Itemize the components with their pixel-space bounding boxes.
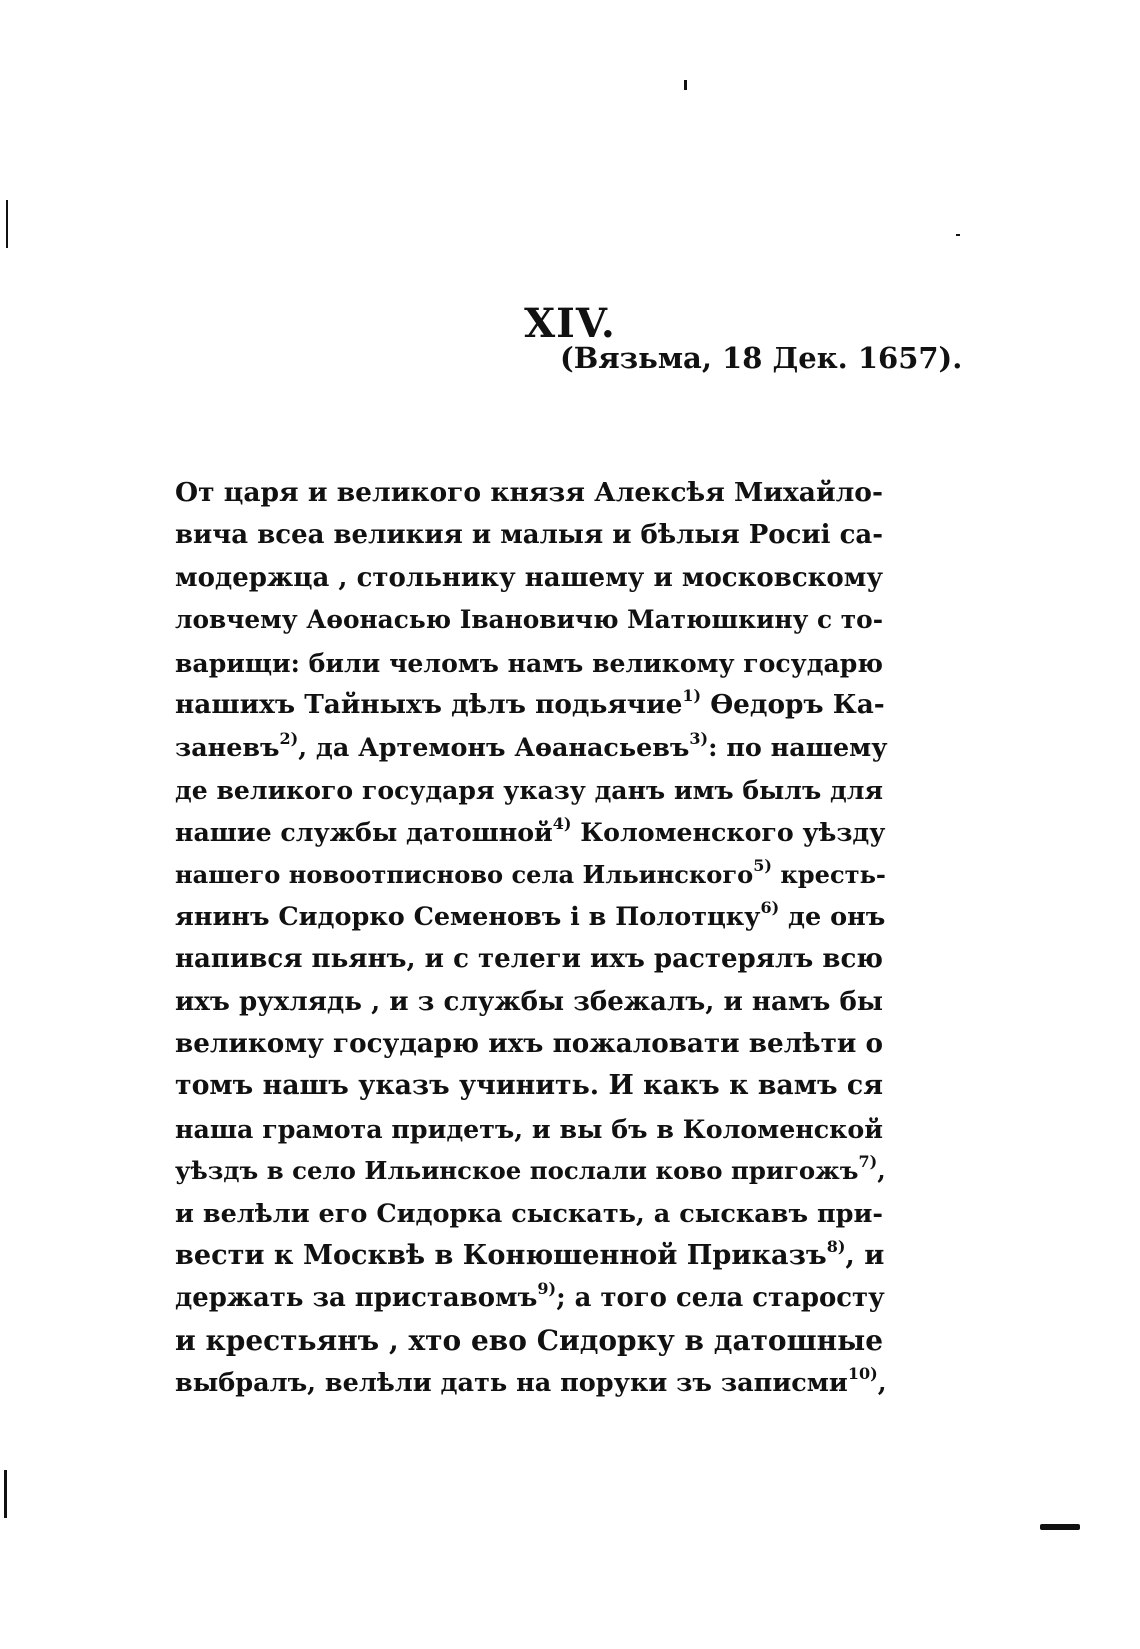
footnote-ref: 5): [753, 855, 772, 875]
text-line: наша грамота придетъ, и вы бъ в Коломенской: [175, 1113, 883, 1144]
footnote-ref: 4): [552, 814, 572, 834]
body-text: [175, 472, 888, 1405]
footnote-ref: 6): [760, 897, 780, 917]
text-line: и крестьянъ , хто ево Сидорку в датошные: [175, 1323, 883, 1357]
scan-edge-mark: [6, 200, 8, 248]
text-line: напився пьянъ, и с телеги ихъ растерялъ всю: [175, 944, 883, 975]
text-line: заневъ$^{2)}$, да Артемонъ Аөанасьевъ$^{3)}$: по нашему: [175, 729, 888, 763]
text-line: томъ нашъ указъ учинить. И какъ к вамъ ся: [175, 1070, 883, 1102]
scan-speck: [684, 80, 687, 90]
footnote-ref: 7): [858, 1152, 878, 1172]
text-line: нашего новоотписново села Ильинского$^{5)}$ кресть-: [175, 855, 886, 889]
text-line: варищи: били челомъ намъ великому государю: [175, 647, 883, 678]
scan-edge-mark: [1040, 1524, 1080, 1530]
text-line: уѣздъ в село Ильинское послали ково пригожъ$^{7)}$,: [175, 1152, 886, 1186]
text-line: нашихъ Тайныхъ дѣлъ подьячие$^{1)}$ Өедоръ Ка-: [175, 685, 885, 720]
scan-edge-mark: [4, 1470, 7, 1518]
text-line: вести к Москвѣ в Конюшенной Приказъ$^{8)}$, и: [175, 1237, 885, 1272]
text-line: ихъ рухлядь , и з службы збежалъ, и намъ бы: [175, 986, 883, 1017]
section-number: XIV.: [524, 300, 616, 347]
text-line: де великого государя указу данъ имъ былъ для: [175, 774, 883, 805]
footnote-ref: 9): [537, 1279, 557, 1299]
text-line: нашие службы датошной$^{4)}$ Коломенского уѣзду: [175, 814, 886, 848]
text-line: и велѣли его Сидорка сыскать, а сыскавъ при-: [175, 1198, 883, 1229]
footnote-ref: 3): [689, 729, 709, 749]
text-line: вича всеа великия и малыя и бѣлыя Росиі са-: [175, 520, 883, 551]
text-line: модержца , стольнику нашему и московскому: [175, 562, 883, 593]
text-line: От царя и великого князя Алексѣя Михайло-: [175, 477, 883, 508]
scan-speck: [956, 234, 960, 236]
place-date: (Вязьма, 18 Дек. 1657).: [560, 341, 963, 375]
text-line: янинъ Сидорко Семеновъ і в Полотцку$^{6)}$ де онъ: [175, 897, 886, 932]
footnote-ref: 2): [279, 729, 299, 749]
text-line: великому государю ихъ пожаловати велѣти о: [175, 1028, 883, 1060]
text-line: держать за приставомъ$^{9)}$; а того села старосту: [175, 1279, 885, 1314]
footnote-ref: 8): [826, 1237, 846, 1257]
footnote-ref: 10): [847, 1364, 878, 1384]
footnote-ref: 1): [682, 685, 702, 705]
text-line: выбралъ, велѣли дать на поруки зъ записми$^{10)}$,: [175, 1364, 887, 1399]
text-line: ловчему Аөонасью Івановичю Матюшкину с то-: [175, 605, 883, 635]
